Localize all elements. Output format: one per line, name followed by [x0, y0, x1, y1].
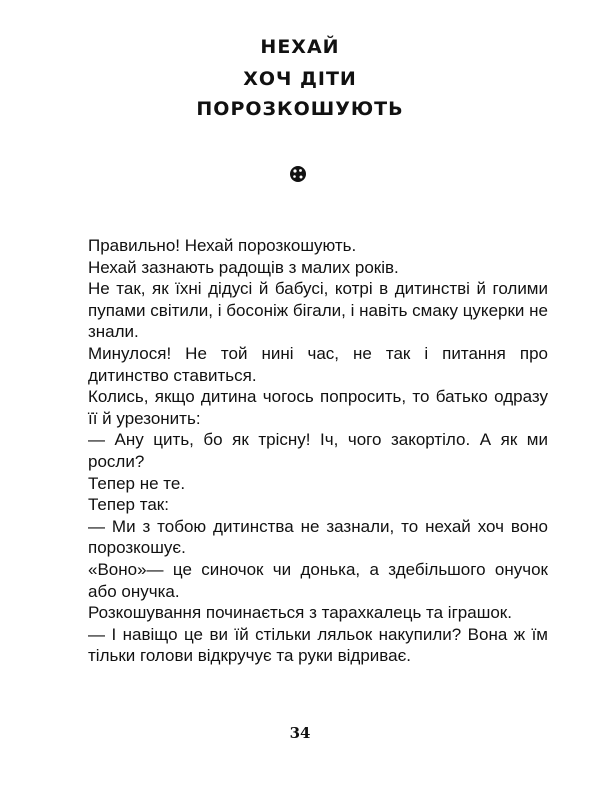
- paragraph: Тепер не те.: [88, 473, 186, 493]
- paragraph: Тепер так:: [88, 495, 169, 515]
- paragraph: — Ми з тобою дитинства не зазнали, то нехай хоч воно порозкошує.: [88, 516, 548, 558]
- title-line-3: ПОРОЗКОШУЮТЬ: [196, 98, 404, 120]
- paragraph: Правильно! Нехай порозкошують.: [88, 236, 357, 255]
- paragraph: Нехай зазнають радощів з малих років.: [88, 257, 399, 277]
- paragraph: Не так, як їхні дідусі й бабусі, котрі в дитинстві й голими пупами світили, і босоніж бігали, і навіть смаку цукерки не знали.: [88, 279, 548, 342]
- paragraph: «Воно»— це синочок чи донька, а здебільшого онучок або онучка.: [88, 559, 548, 601]
- title-line-1: НЕХАЙ: [260, 36, 340, 58]
- paragraph: Розкошування починається з тарахкалець та іграшок.: [88, 603, 512, 623]
- title-line-2: ХОЧ ДІТИ: [243, 68, 357, 90]
- page-number: 34: [289, 724, 311, 742]
- paragraph: Колись, якщо дитина чогось попросить, то батько одразу її й урезонить:: [88, 387, 548, 428]
- paragraph: Минулося! Не той нині час, не так і питання про дитинство ставиться.: [88, 343, 548, 385]
- paragraph: — І навіщо це ви їй стільки ляльок накупили? Вона ж їм тільки голови відкручує та руки відриває.: [88, 624, 548, 666]
- story-text: [88, 235, 548, 667]
- paragraph: — Ану цить, бо як трісну! Іч, чого закортіло. А як ми росли?: [88, 430, 548, 471]
- flower-ornament-icon: [289, 165, 307, 183]
